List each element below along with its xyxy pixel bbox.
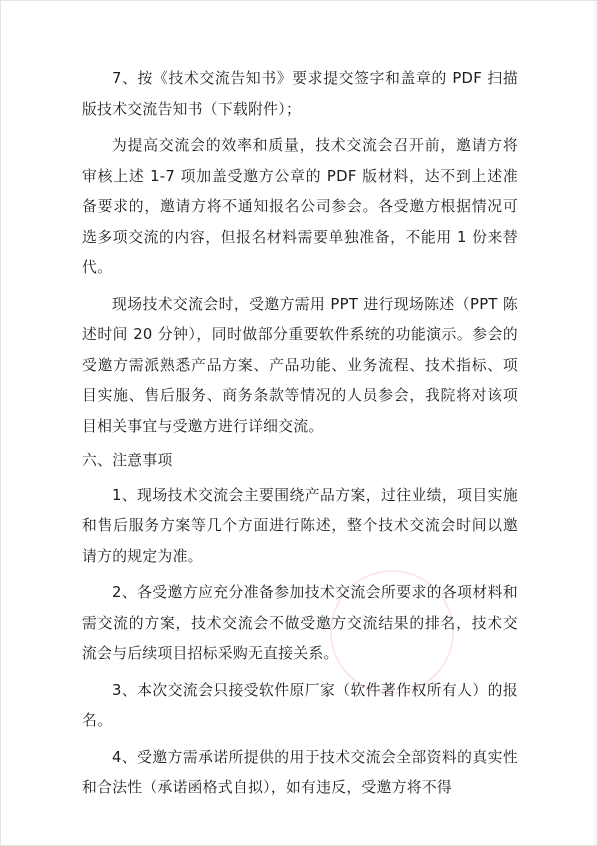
page-edge-shadow (592, 0, 598, 846)
paragraph-item-7: 7、按《技术交流告知书》要求提交签字和盖章的 PDF 扫描版技术交流告知书（下载附件）； (82, 70, 518, 118)
section-heading-notes: 六、注意事项 (82, 452, 173, 469)
paragraph-onsite-presentation: 现场技术交流会时，受邀方需用 PPT 进行现场陈述（PPT 陈述时间 20 分钟），同时做部分重要软件系统的功能演示。参会的受邀方需派熟悉产品方案、产品功能、业务流程、技术指标、项目实施、售后服务、商务条款等情况的人员参会，我院将对该项目相关事宜与受邀方进行详细交流。 (82, 295, 518, 435)
note-4: 4、受邀方需承诺所提供的用于技术交流会全部资料的真实性和合法性（承诺函格式自拟），如有违反，受邀方将不得 (82, 748, 518, 796)
note-2: 2、各受邀方应充分准备参加技术交流会所要求的各项材料和需交流的方案，技术交流会不做受邀方交流结果的排名，技术交流会与后续项目招标采购无直接关系。 (82, 584, 518, 662)
note-3: 3、本次交流会只接受软件原厂家（软件著作权所有人）的报名。 (82, 681, 518, 729)
paragraph-review-requirements: 为提高交流会的效率和质量，技术交流会召开前，邀请方将审核上述 1-7 项加盖受邀方公章的 PDF 版材料，达不到上述准备要求的，邀请方将不通知报名公司参会。各受邀方根据情况可选多项交流的内容，但报名材料需要单独准备，不能用 1 份来替代。 (82, 137, 518, 276)
document-body (82, 64, 518, 804)
note-1: 1、现场技术交流会主要围绕产品方案，过往业绩，项目实施和售后服务方案等几个方面进行陈述，整个技术交流会时间以邀请方的规定为准。 (82, 486, 518, 565)
